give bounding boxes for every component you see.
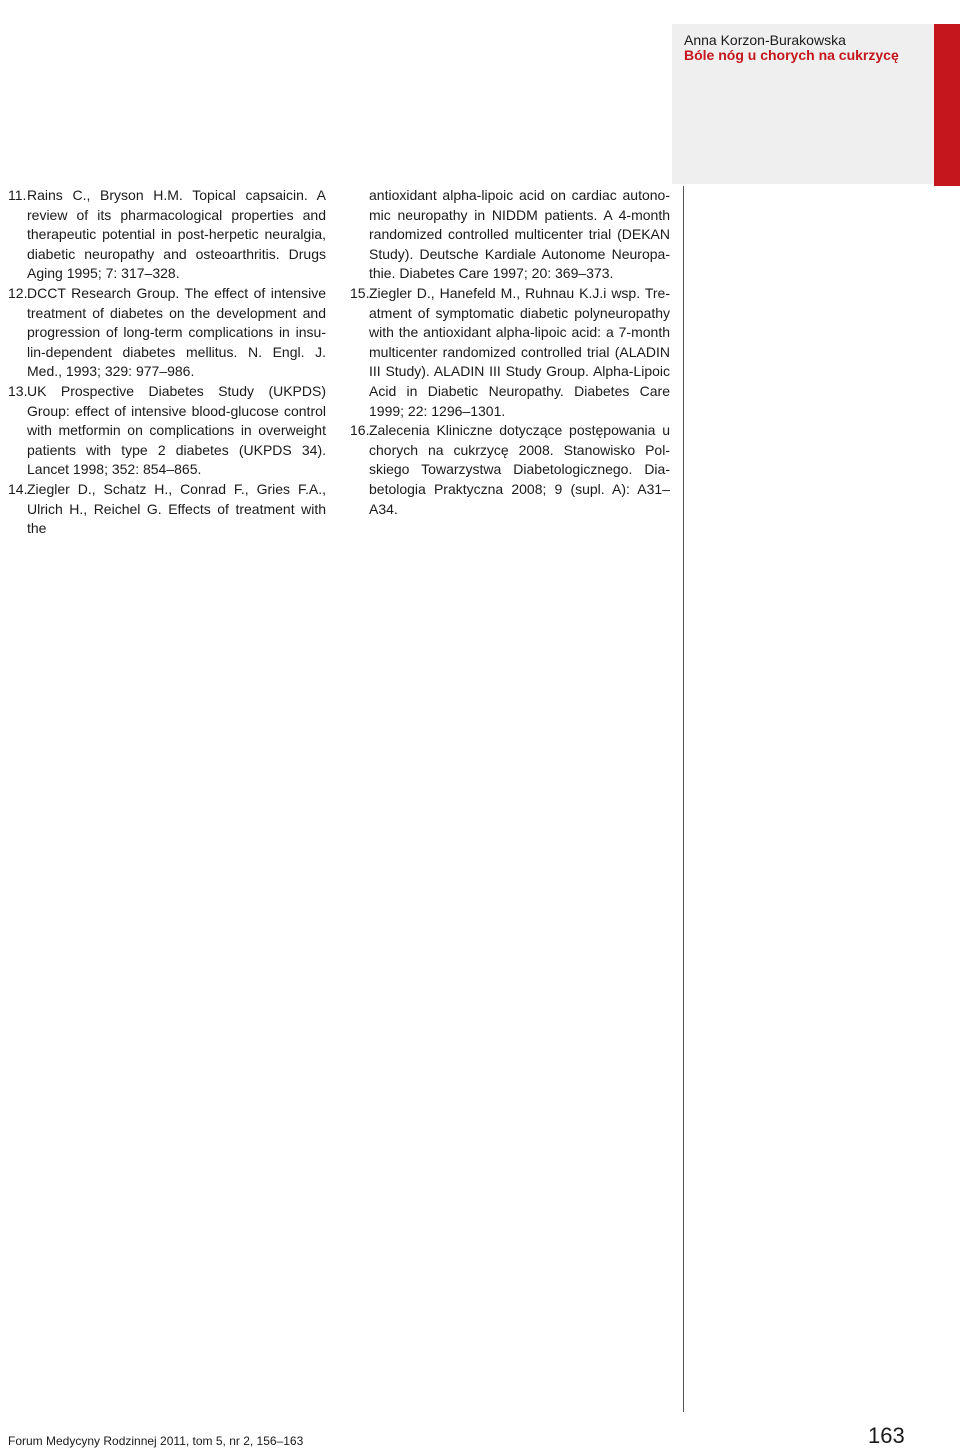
reference-item [350, 284, 670, 421]
reference-number: 11. [8, 187, 27, 203]
running-head-author: Anna Korzon-Burakowska [684, 32, 846, 48]
accent-bar [934, 24, 960, 186]
reference-number: 14. [8, 480, 28, 497]
reference-text: DCCT Research Group. The effect of intensive treatment of diabetes on the development and progression of long-term complications in insulin-dependent diabetes mellitus. N. Engl. J. Med., 1993; 329: 977–986. [27, 284, 326, 380]
reference-number: 16. [350, 422, 370, 439]
reference-text: Ziegler D., Hanefeld M., Ruhnau K.J.i wsp. Treatment of symptomatic diabetic polyneuropathy with the antioxidant alpha-lipoic acid: a 7-month multicenter randomized controlled trial (ALADIN III Study). ALADIN III Study Group. Alpha-Lipoic Acid in Diabetic Neuropathy. Diabetes Care 1999; 22: 1296–1301. [369, 284, 670, 419]
reference-item [350, 421, 670, 519]
reference-item [8, 382, 326, 480]
reference-number: 13. [8, 382, 28, 399]
page-number: 163 [868, 1423, 905, 1448]
running-head-title: Bóle nóg u chorych na cukrzycę [684, 47, 899, 63]
reference-text: Rains C., Bryson H.M. Topical capsaicin. A review of its pharmacological properties and therapeutic potential in post-herpetic neuralgia, diabetic neuropathy and osteoarthritis. Drugs Aging 1995; 7: 317–328. [27, 187, 326, 282]
column-divider [683, 186, 684, 1412]
references-left-column [8, 186, 326, 539]
reference-number: 15. [350, 284, 370, 301]
reference-item [8, 480, 326, 539]
reference-continuation: antioxidant alpha-lipoic acid on cardiac autonomic neuropathy in NIDDM patients. A 4-month randomized controlled multicenter trial (DEKAN Study). Deutsche Kardiale Autonome Neuropathie. Diabetes Care 1997; 20: 369–373. [369, 187, 670, 282]
reference-text: Zalecenia Kliniczne dotyczące postępowania u chorych na cukrzycę 2008. Stanowisko Polskiego Towarzystwa Diabetologicznego. Diabetologia Praktyczna 2008; 9 (supl. A): A31–A34. [369, 422, 670, 517]
references-right-column [350, 186, 670, 519]
reference-text: Ziegler D., Schatz H., Conrad F., Gries F.A., Ulrich H., Reichel G. Effects of treatment with the [27, 480, 326, 537]
reference-number: 12. [8, 284, 28, 301]
reference-item [8, 186, 326, 284]
reference-item [8, 284, 326, 382]
footer-journal-citation: Forum Medycyny Rodzinnej 2011, tom 5, nr 2, 156–163 [8, 1434, 304, 1448]
reference-text: UK Prospective Diabetes Study (UKPDS) Group: effect of intensive blood-glucose control with metformin on complications in overweight patients with type 2 diabetes (UKPDS 34). Lancet 1998; 352: 854–865. [27, 382, 326, 478]
